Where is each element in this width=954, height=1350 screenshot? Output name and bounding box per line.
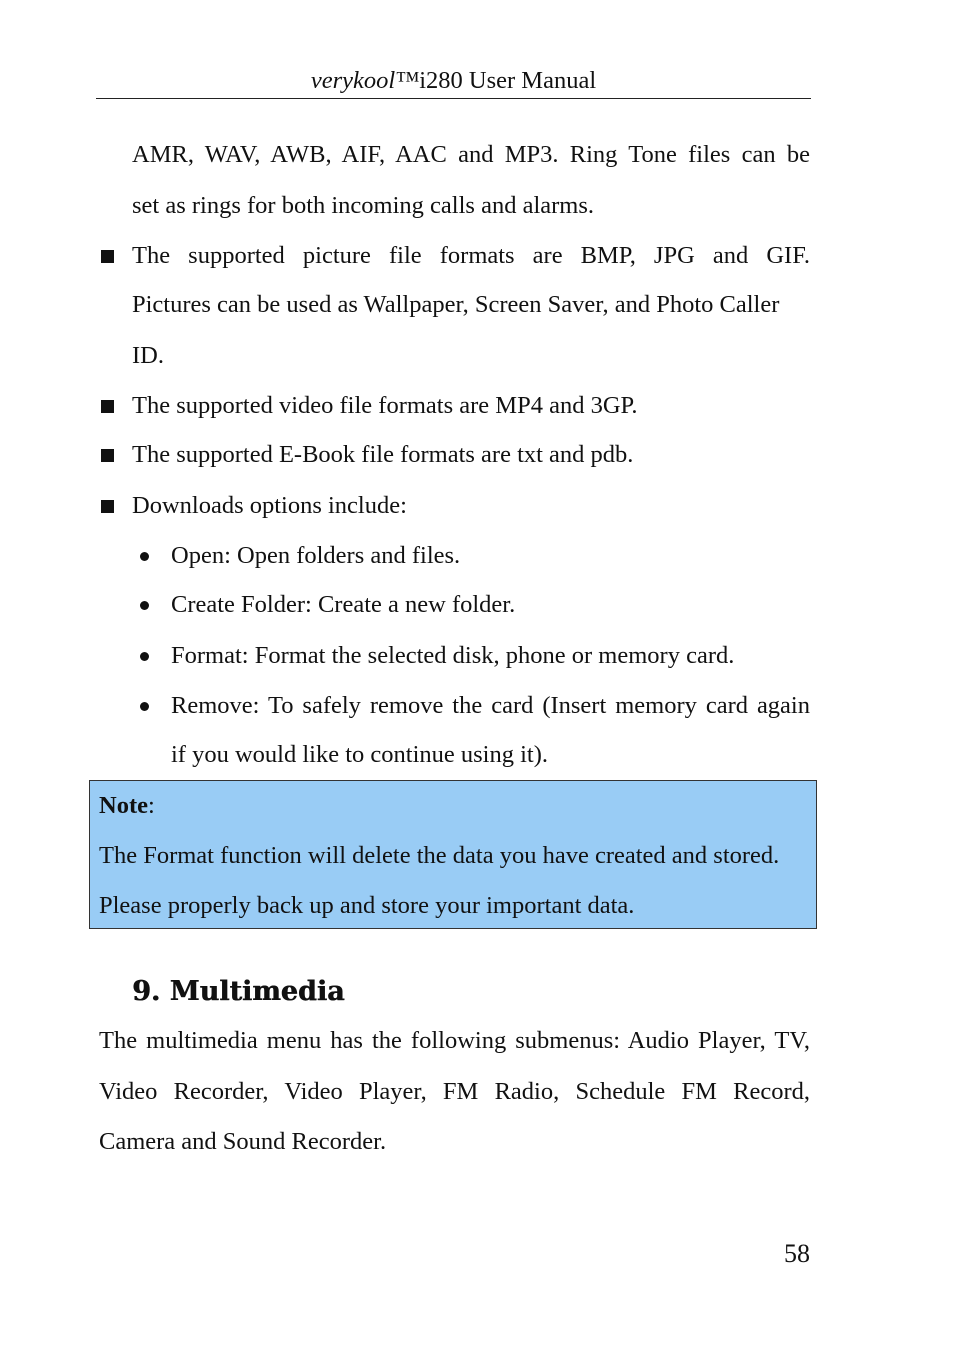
bullet-line: The supported video file formats are MP4 and 3GP.: [132, 392, 638, 419]
section-paragraph-line: Camera and Sound Recorder.: [99, 1128, 387, 1155]
sub-bullet-line: Create Folder: Create a new folder.: [171, 591, 516, 618]
header-brand: verykool™: [310, 67, 420, 94]
square-bullet-icon: [101, 250, 114, 263]
section-title: 9. Multimedia: [132, 976, 345, 1007]
sub-bullet-line: Open: Open folders and files.: [171, 542, 461, 569]
page-number: 58: [784, 1239, 810, 1268]
bullet-line: The supported picture file formats are BMP, JPG and GIF.: [132, 242, 810, 269]
note-title: Note: [99, 792, 148, 819]
paragraph-line: AMR, WAV, AWB, AIF, AAC and MP3. Ring Tone files can be: [132, 141, 810, 168]
sub-bullet-line: Format: Format the selected disk, phone or memory card.: [171, 642, 735, 669]
square-bullet-icon: [101, 400, 114, 413]
section-paragraph-line: Video Recorder, Video Player, FM Radio, Schedule FM Record,: [99, 1078, 810, 1105]
note-line: Please properly back up and store your important data.: [99, 892, 635, 919]
header-title: i280 User Manual: [419, 67, 597, 94]
round-bullet-icon: [140, 652, 149, 661]
bullet-line: Downloads options include:: [132, 492, 407, 519]
sub-bullet-line: if you would like to continue using it).: [171, 741, 548, 768]
square-bullet-icon: [101, 500, 114, 513]
round-bullet-icon: [140, 601, 149, 610]
note-colon: :: [147, 792, 155, 819]
note-heading: [99, 791, 155, 821]
round-bullet-icon: [140, 552, 149, 561]
page-header: [96, 64, 811, 98]
bullet-line: The supported E-Book file formats are txt and pdb.: [132, 441, 634, 468]
square-bullet-icon: [101, 449, 114, 462]
bullet-line: Pictures can be used as Wallpaper, Screen Saver, and Photo Caller: [132, 291, 780, 318]
sub-bullet-line: Remove: To safely remove the card (Insert memory card again: [171, 692, 810, 719]
round-bullet-icon: [140, 702, 149, 711]
bullet-line: ID.: [132, 342, 164, 369]
section-paragraph-line: The multimedia menu has the following submenus: Audio Player, TV,: [99, 1027, 810, 1054]
paragraph-line: set as rings for both incoming calls and alarms.: [132, 192, 594, 219]
note-line: The Format function will delete the data you have created and stored.: [99, 842, 780, 869]
header-divider: [96, 98, 811, 99]
